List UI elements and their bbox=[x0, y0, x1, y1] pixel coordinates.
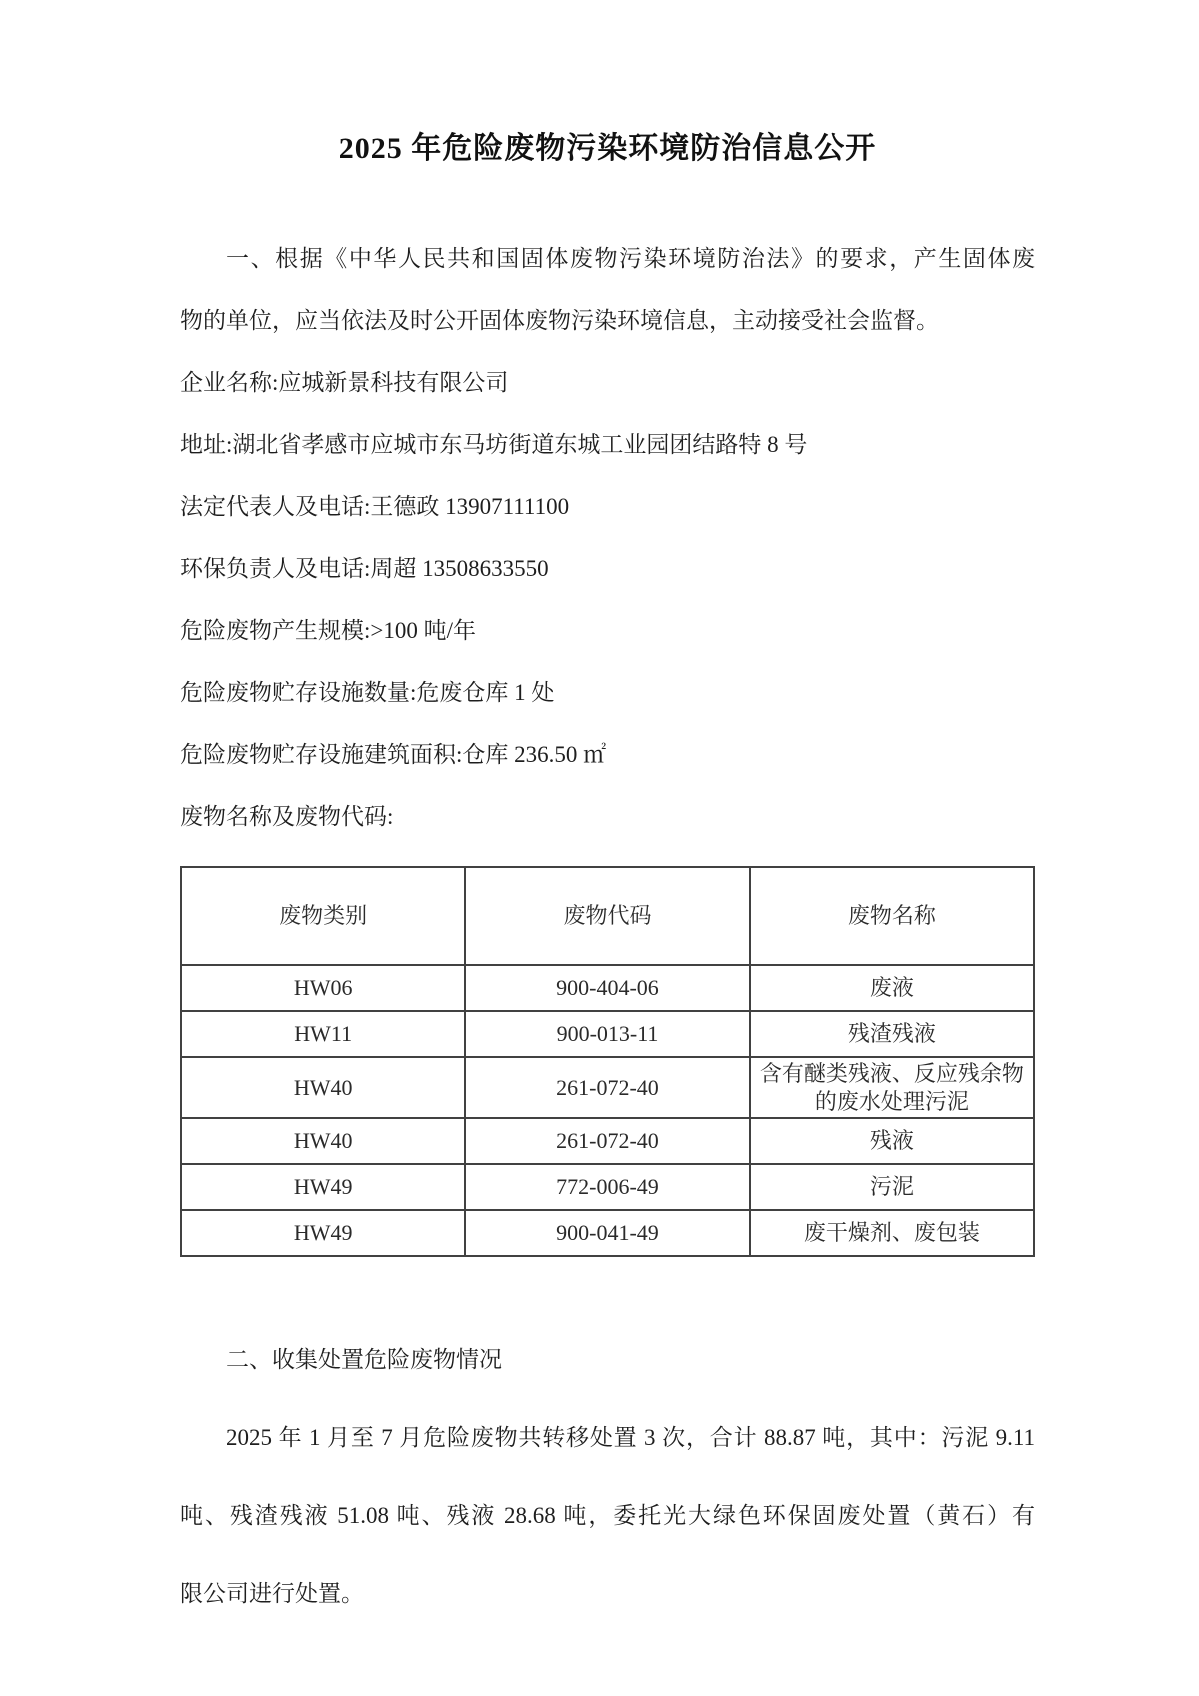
cell-waste-category: HW11 bbox=[181, 1011, 465, 1057]
section2-line-1: 2025 年 1 月至 7 月危险废物共转移处置 3 次，合计 88.87 吨，其中：污泥 9.11 bbox=[226, 1425, 1035, 1450]
waste-code-table bbox=[180, 866, 1035, 1257]
table-row bbox=[181, 1210, 1034, 1256]
info-legal-representative-phone: 法定代表人及电话:王德政 13907111100 bbox=[180, 494, 570, 519]
col-header-waste-code: 废物代码 bbox=[465, 867, 749, 965]
cell-waste-code: 261-072-40 bbox=[465, 1057, 749, 1118]
cell-waste-code: 900-013-11 bbox=[465, 1011, 749, 1057]
col-header-waste-name: 废物名称 bbox=[750, 867, 1034, 965]
section2-line-2: 吨、残渣残液 51.08 吨、残液 28.68 吨，委托光大绿色环保固废处置（黄石）有 bbox=[180, 1503, 1035, 1528]
table-row bbox=[181, 1118, 1034, 1164]
table-row bbox=[181, 1057, 1034, 1118]
intro-line-2: 物的单位，应当依法及时公开固体废物污染环境信息，主动接受社会监督。 bbox=[180, 308, 939, 333]
info-storage-facility-count: 危险废物贮存设施数量:危废仓库 1 处 bbox=[180, 680, 555, 705]
cell-waste-name: 污泥 bbox=[750, 1164, 1034, 1210]
cell-waste-name: 残渣残液 bbox=[750, 1011, 1034, 1057]
page-title: 2025 年危险废物污染环境防治信息公开 bbox=[338, 132, 877, 165]
info-waste-generation-scale: 危险废物产生规模:>100 吨/年 bbox=[180, 618, 477, 643]
cell-waste-name: 含有醚类残液、反应残余物的废水处理污泥 bbox=[750, 1057, 1034, 1118]
info-storage-facility-area: 危险废物贮存设施建筑面积:仓库 236.50 ㎡ bbox=[180, 742, 607, 767]
cell-waste-name: 废液 bbox=[750, 965, 1034, 1011]
info-address: 地址:湖北省孝感市应城市东马坊街道东城工业园团结路特 8 号 bbox=[180, 432, 808, 457]
info-company-name: 企业名称:应城新景科技有限公司 bbox=[180, 370, 509, 395]
section2-paragraph bbox=[180, 1399, 1035, 1633]
cell-waste-name: 废干燥剂、废包装 bbox=[750, 1210, 1034, 1256]
cell-waste-code: 900-404-06 bbox=[465, 965, 749, 1011]
waste-table-body bbox=[181, 965, 1034, 1256]
table-row bbox=[181, 965, 1034, 1011]
cell-waste-name: 残液 bbox=[750, 1118, 1034, 1164]
section2-heading: 二、收集处置危险废物情况 bbox=[226, 1347, 502, 1372]
col-header-waste-category: 废物类别 bbox=[181, 867, 465, 965]
cell-waste-category: HW40 bbox=[181, 1118, 465, 1164]
cell-waste-code: 772-006-49 bbox=[465, 1164, 749, 1210]
cell-waste-code: 900-041-49 bbox=[465, 1210, 749, 1256]
table-row bbox=[181, 1011, 1034, 1057]
document-body bbox=[180, 228, 1035, 1633]
cell-waste-category: HW40 bbox=[181, 1057, 465, 1118]
table-row bbox=[181, 1164, 1034, 1210]
table-header-row bbox=[181, 867, 1034, 965]
cell-waste-code: 261-072-40 bbox=[465, 1118, 749, 1164]
info-waste-codes-label: 废物名称及废物代码: bbox=[180, 804, 394, 829]
info-env-officer-phone: 环保负责人及电话:周超 13508633550 bbox=[180, 556, 549, 581]
cell-waste-category: HW06 bbox=[181, 965, 465, 1011]
waste-table-header bbox=[181, 867, 1034, 965]
section2-line-3: 限公司进行处置。 bbox=[180, 1581, 364, 1606]
cell-waste-category: HW49 bbox=[181, 1210, 465, 1256]
intro-line-1: 一、根据《中华人民共和国固体废物污染环境防治法》的要求，产生固体废 bbox=[226, 246, 1035, 271]
cell-waste-category: HW49 bbox=[181, 1164, 465, 1210]
